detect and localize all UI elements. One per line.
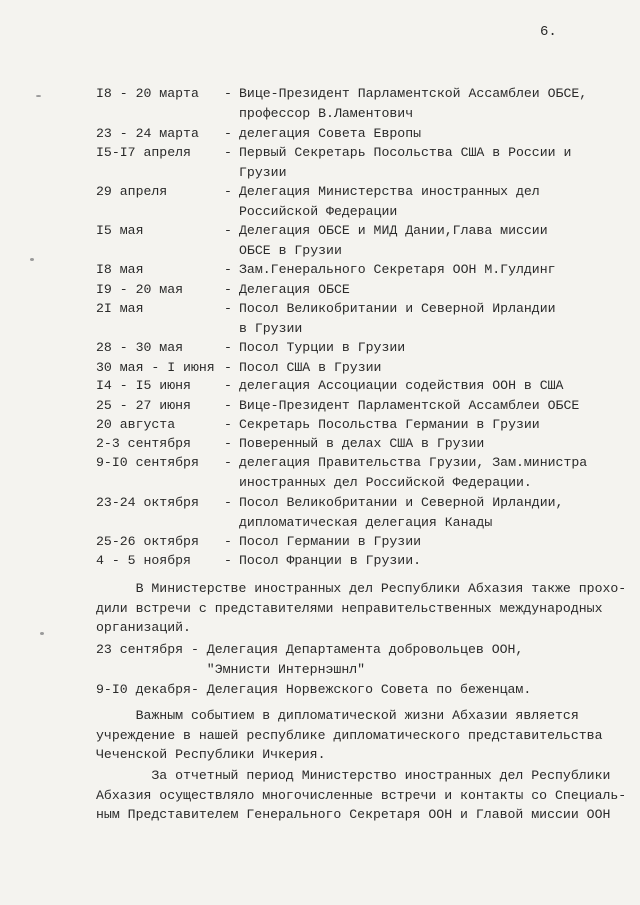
visit-date: 23 - 24 марта — [96, 126, 199, 141]
visit-description — [239, 358, 381, 378]
ngo-entry-line: 9-I0 декабря- Делегация Норвежского Совета по беженцам. — [96, 682, 532, 697]
dash-separator: - — [224, 436, 232, 451]
visit-description-line: Зам.Генерального Секретаря ООН М.Гулдинг — [239, 262, 556, 277]
dash-separator: - — [224, 145, 232, 160]
visit-description — [239, 493, 563, 532]
visit-date: 25 - 27 июня — [96, 398, 191, 413]
visit-date: 9-I0 сентября — [96, 455, 199, 470]
visit-description — [239, 260, 556, 280]
visit-description-line: Российской Федерации — [239, 203, 398, 219]
visit-description — [239, 182, 540, 221]
visit-description-line: Грузии — [239, 164, 287, 180]
visit-description — [239, 376, 563, 396]
dash-separator: - — [224, 378, 232, 393]
visit-description — [239, 338, 405, 358]
visit-description — [239, 415, 540, 435]
visit-description — [239, 532, 421, 552]
dash-separator: - — [224, 86, 232, 101]
visit-description-line: Посол Великобритании и Северной Ирландии, — [239, 495, 564, 510]
visit-description-line: Посол Франции в Грузии. — [239, 553, 422, 568]
dash-separator: - — [224, 495, 232, 510]
dash-separator: - — [224, 301, 232, 316]
paragraph-line: Важным событием в дипломатической жизни Абхазии является — [96, 708, 579, 723]
visit-date: I8 - 20 марта — [96, 86, 199, 101]
visit-description-line: ОБСЕ в Грузии — [239, 242, 342, 258]
visit-description — [239, 396, 579, 416]
paragraph-line: Чеченской Республики Ичкерия. — [96, 747, 326, 762]
visit-date: I9 - 20 мая — [96, 282, 184, 297]
dash-separator: - — [224, 398, 232, 413]
visit-date: 28 - 30 мая — [96, 340, 184, 355]
visit-description-line: Посол Турции в Грузии — [239, 340, 406, 355]
visit-date: 23-24 октября — [96, 495, 199, 510]
visit-date: 2I мая — [96, 301, 144, 316]
visit-description-line: Делегация ОБСЕ — [239, 282, 350, 297]
dash-separator: - — [224, 553, 232, 568]
visit-description-line: делегация Правительства Грузии, Зам.министра — [239, 455, 588, 470]
dash-separator: - — [224, 223, 232, 238]
visit-description — [239, 280, 350, 300]
ngo-entry-line: "Эмнисти Интернэшнл" — [96, 661, 366, 677]
visit-date: I4 - I5 июня — [96, 378, 191, 393]
visit-date: 20 августа — [96, 417, 176, 432]
visit-description-line: Посол США в Грузии — [239, 360, 382, 375]
scan-speck — [30, 258, 34, 261]
dash-separator: - — [224, 340, 232, 355]
visit-description-line: иностранных дел Российской Федерации. — [239, 474, 532, 490]
paragraph-line: ным Представителем Генерального Секретаря ООН и Главой миссии ООН — [96, 807, 611, 822]
visit-description-line: в Грузии — [239, 320, 303, 336]
dash-separator: - — [224, 184, 232, 199]
visit-description-line: дипломатическая делегация Канады — [239, 514, 493, 530]
visit-date: 25-26 октября — [96, 534, 199, 549]
visit-date: I8 мая — [96, 262, 144, 277]
visit-date: 29 апреля — [96, 184, 168, 199]
visit-description-line: Вице-Президент Парламентской Ассамблеи ОБСЕ — [239, 398, 580, 413]
visit-description-line: Секретарь Посольства Германии в Грузии — [239, 417, 540, 432]
visit-description-line: Посол Великобритании и Северной Ирландии — [239, 301, 556, 316]
scan-speck — [36, 95, 41, 97]
scan-speck — [40, 632, 44, 635]
visit-description-line: делегация Ассоциации содействия ООН в США — [239, 378, 564, 393]
visit-description-line: делегация Совета Европы — [239, 126, 422, 141]
visit-description — [239, 551, 421, 571]
visit-description-line: Поверенный в делах США в Грузии — [239, 436, 485, 451]
visit-description — [239, 143, 571, 182]
paragraph-line: В Министерстве иностранных дел Республики Абхазия также прохо- — [96, 581, 627, 596]
visit-description — [239, 84, 587, 123]
visit-description — [239, 221, 548, 260]
dash-separator: - — [224, 282, 232, 297]
paragraph-line: организаций. — [96, 620, 191, 635]
visit-date: 30 мая - I июня — [96, 360, 215, 375]
dash-separator: - — [224, 455, 232, 470]
visit-description-line: Вице-Президент Парламентской Ассамблеи ОБСЕ, — [239, 86, 588, 101]
visit-description — [239, 299, 556, 338]
visit-description — [239, 453, 587, 492]
visit-date: 4 - 5 ноября — [96, 553, 191, 568]
visit-description — [239, 434, 484, 454]
visit-description-line: Первый Секретарь Посольства США в России и — [239, 145, 572, 160]
dash-separator: - — [224, 360, 232, 375]
paragraph-line: дили встречи с представителями неправительственных международных — [96, 600, 603, 616]
dash-separator: - — [224, 417, 232, 432]
paragraph-line: За отчетный период Министерство иностранных дел Республики — [96, 768, 611, 783]
dash-separator: - — [224, 534, 232, 549]
visit-description-line: Делегация Министерства иностранных дел — [239, 184, 540, 199]
visit-date: I5-I7 апреля — [96, 145, 191, 160]
ngo-entry-line: 23 сентября - Делегация Департамента добровольцев ООН, — [96, 642, 524, 657]
page-number: 6. — [540, 24, 557, 40]
dash-separator: - — [224, 262, 232, 277]
visit-description — [239, 124, 421, 144]
dash-separator: - — [224, 126, 232, 141]
paragraph-line: учреждение в нашей республике дипломатического представительства — [96, 727, 603, 743]
visit-description-line: Делегация ОБСЕ и МИД Дании,Глава миссии — [239, 223, 548, 238]
paragraph-line: Абхазия осуществляло многочисленные встречи и контакты со Специаль- — [96, 787, 627, 803]
visit-description-line: профессор В.Ламентович — [239, 105, 414, 121]
visit-date: 2-3 сентября — [96, 436, 191, 451]
visit-description-line: Посол Германии в Грузии — [239, 534, 422, 549]
visit-date: I5 мая — [96, 223, 144, 238]
